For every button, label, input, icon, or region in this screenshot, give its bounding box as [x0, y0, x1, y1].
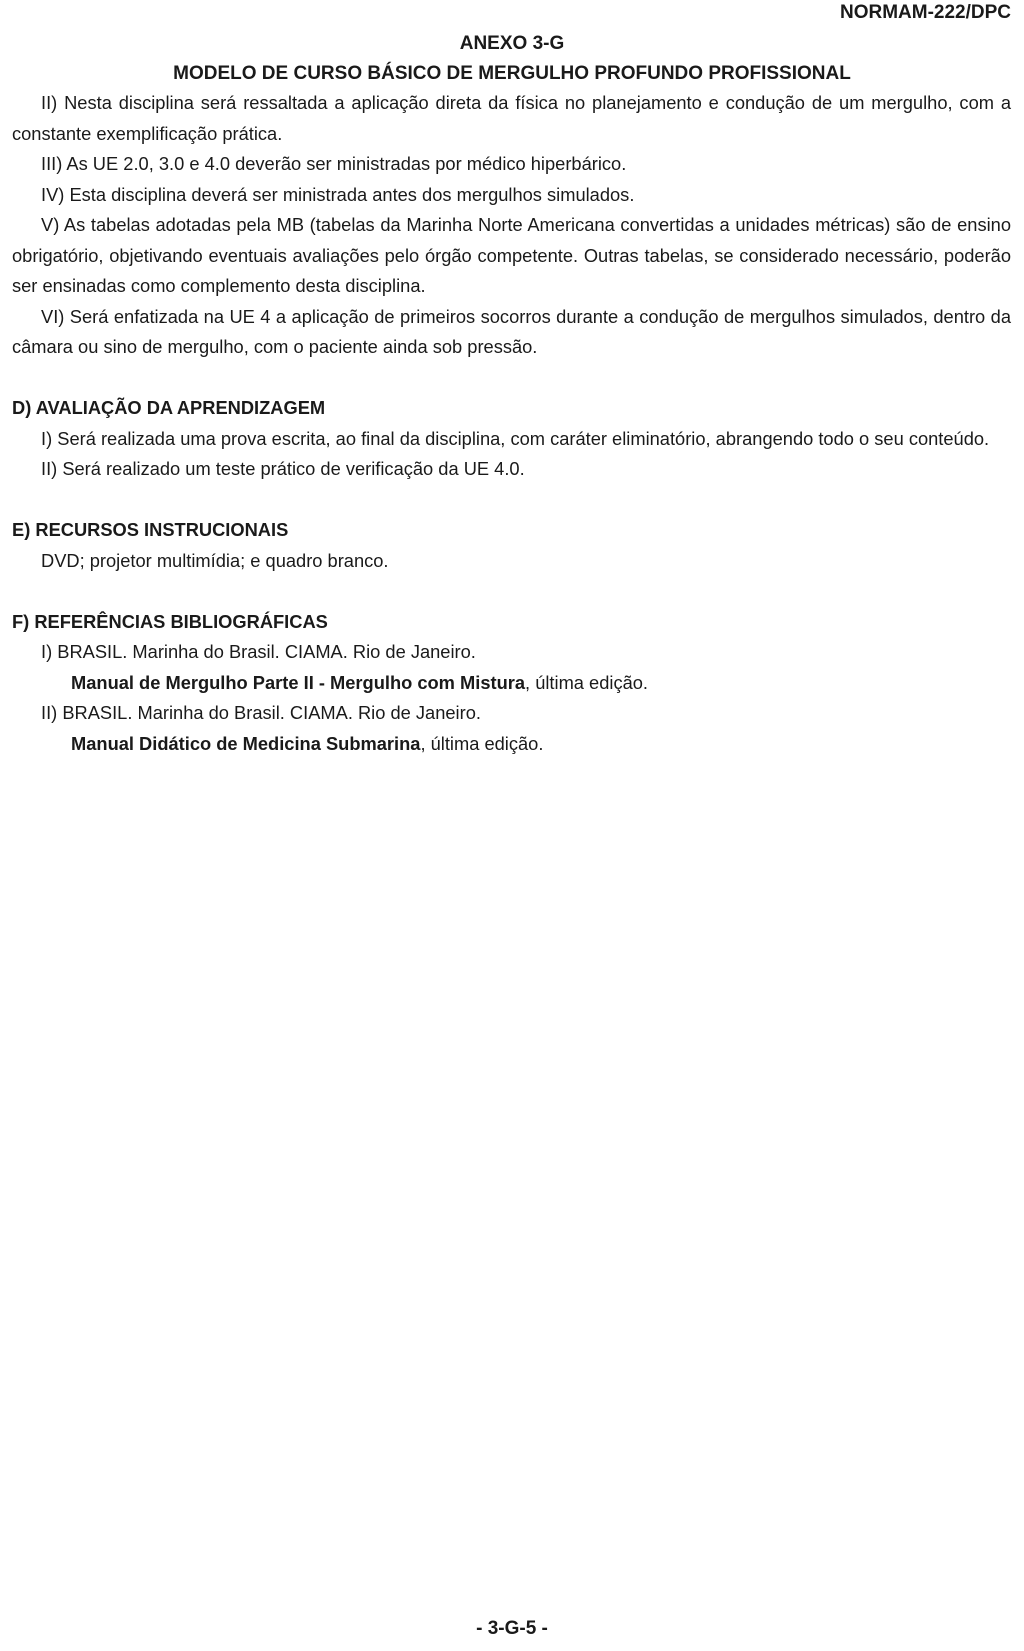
- page-number: - 3-G-5 -: [476, 1618, 548, 1639]
- observation-item: IV) Esta disciplina deverá ser ministrada antes dos mergulhos simulados.: [41, 183, 635, 205]
- evaluation-item: I) Será realizada uma prova escrita, ao final da disciplina, com caráter eliminatório, abrangendo todo o seu conteúdo.: [41, 427, 990, 449]
- heading-block: [0, 29, 1024, 89]
- observation-item: III) As UE 2.0, 3.0 e 4.0 deverão ser ministradas por médico hiperbárico.: [41, 153, 627, 174]
- reference-source: II) BRASIL. Marinha do Brasil. CIAMA. Rio de Janeiro.: [41, 702, 481, 723]
- resources-section-title: E) RECURSOS INSTRUCIONAIS: [12, 519, 289, 540]
- references-section-title: F) REFERÊNCIAS BIBLIOGRÁFICAS: [12, 610, 328, 632]
- reference-work: [12, 729, 1011, 760]
- reference-work-title: Manual Didático de Medicina Submarina: [71, 732, 421, 754]
- annex-title: ANEXO 3-G: [459, 33, 565, 54]
- evaluation-section-title: D) AVALIAÇÃO DA APRENDIZAGEM: [12, 397, 326, 418]
- document-code: NORMAM-222/DPC: [839, 2, 1011, 23]
- evaluation-item: II) Será realizado um teste prático de verificação da UE 4.0.: [41, 458, 525, 479]
- observation-item: VI) Será enfatizada na UE 4 a aplicação de primeiros socorros durante a condução de mergulhos simulados, dentro da câmara ou sino de mergulho, com o paciente ainda sob pressão.: [12, 305, 1011, 357]
- reference-edition: , última edição.: [525, 671, 648, 693]
- document-body: [12, 88, 1011, 759]
- resources-text: DVD; projetor multimídia; e quadro branco.: [41, 549, 389, 571]
- reference-work: [12, 668, 1011, 699]
- course-title: MODELO DE CURSO BÁSICO DE MERGULHO PROFUNDO PROFISSIONAL: [173, 63, 851, 84]
- reference-work-title: Manual de Mergulho Parte II - Mergulho com Mistura: [71, 671, 526, 693]
- observation-item: II) Nesta disciplina será ressaltada a aplicação direta da física no planejamento e condução de um mergulho, com a constante exemplificação prática.: [12, 92, 1011, 144]
- reference-source: I) BRASIL. Marinha do Brasil. CIAMA. Rio de Janeiro.: [41, 641, 476, 662]
- reference-edition: , última edição.: [420, 732, 544, 754]
- observation-item: V) As tabelas adotadas pela MB (tabelas da Marinha Norte Americana convertidas a unidades métricas) são de ensino obrigatório, objetivando eventuais avaliações pelo órgão competente. Outras tabelas, se considerado necessário, poderão ser ensinadas como complemento desta disciplina.: [12, 214, 1011, 296]
